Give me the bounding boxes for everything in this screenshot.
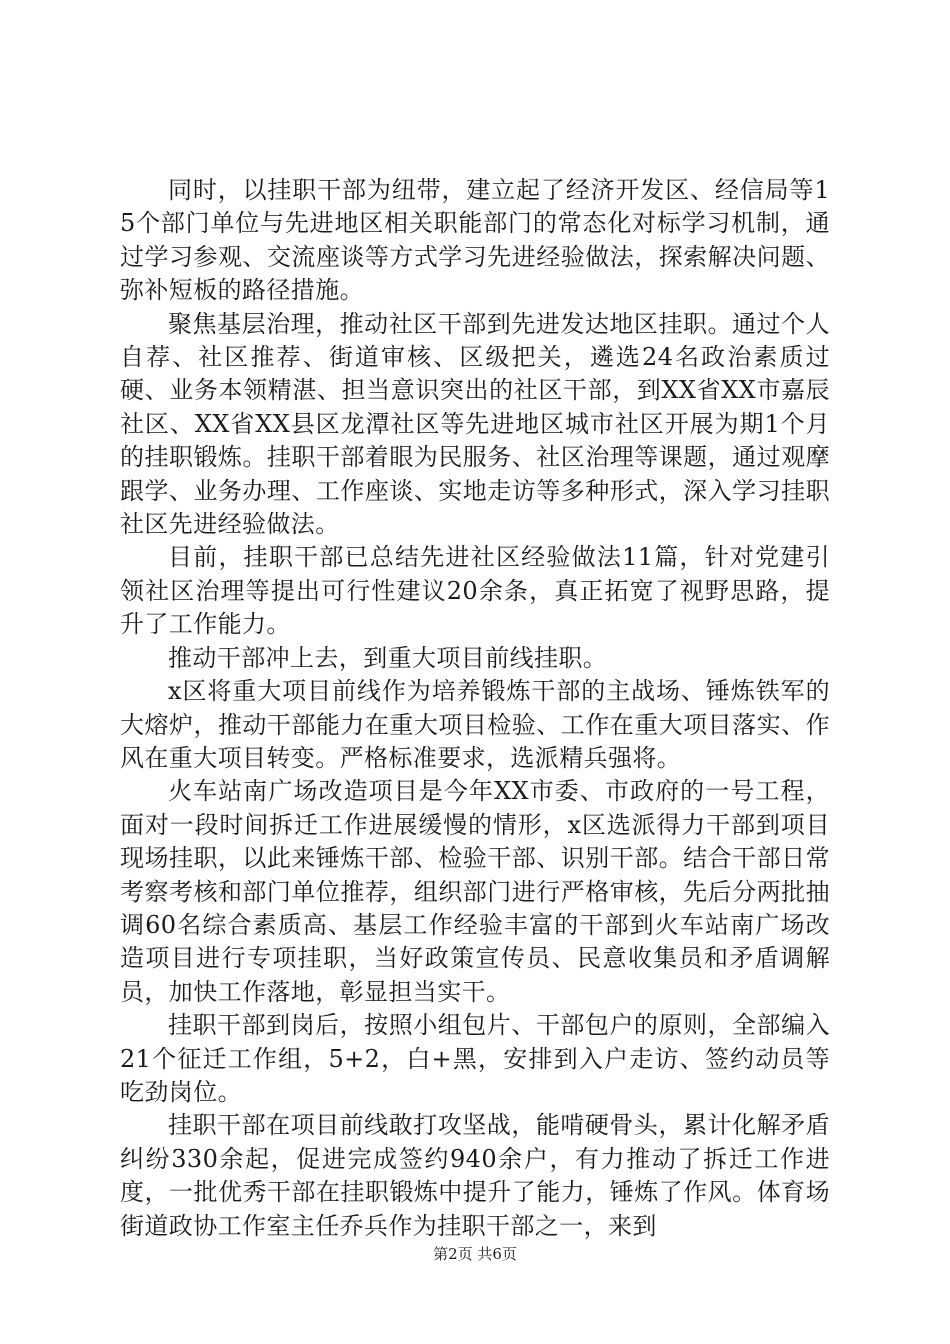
paragraph: 推动干部冲上去，到重大项目前线挂职。 (168, 643, 608, 672)
paragraph: x区将重大项目前线作为培养锻炼干部的主战场、锤炼铁军的大熔炉，推动干部能力在重大项目检验、工作在重大项目落实、作风在重大项目转变。严格标准要求，选派精兵强将。 (120, 677, 830, 772)
paragraph: 聚焦基层治理，推动社区干部到先进发达地区挂职。通过个人自荐、社区推荐、街道审核、区级把关，遴选24名政治素质过硬、业务本领精湛、担当意识突出的社区干部，到XX省XX市嘉辰社区、XX省XX县区龙潭社区等先进地区城市社区开展为期1个月的挂职锻炼。挂职干部着眼为民服务、社区治理等课题，通过观摩跟学、业务办理、工作座谈、实地走访等多种形式，深入学习挂职社区先进经验做法。 (120, 309, 830, 539)
paragraph: 挂职干部到岗后，按照小组包片、干部包户的原则，全部编入21个征迁工作组，5+2，白+黑，安排到入户走访、签约动员等吃劲岗位。 (120, 1011, 830, 1106)
paragraph: 火车站南广场改造项目是今年XX市委、市政府的一号工程，面对一段时间拆迁工作进展缓慢的情形，x区选派得力干部到项目现场挂职，以此来锤炼干部、检验干部、识别干部。结合干部日常考察考核和部门单位推荐，组织部门进行严格审核，先后分两批抽调60名综合素质高、基层工作经验丰富的干部到火车站南广场改造项目进行专项挂职，当好政策宣传员、民意收集员和矛盾调解员，加快工作落地，彰显担当实干。 (120, 777, 830, 1006)
paragraph: 挂职干部在项目前线敢打攻坚战，能啃硬骨头，累计化解矛盾纠纷330余起，促进完成签约940余户，有力推动了拆迁工作进度，一批优秀干部在挂职锻炼中提升了能力，锤炼了作风。体育场街道政协工作室主任乔兵作为挂职干部之一，来到 (120, 1111, 830, 1240)
paragraph: 同时，以挂职干部为纽带，建立起了经济开发区、经信局等15个部门单位与先进地区相关职能部门的常态化对标学习机制，通过学习参观、交流座谈等方式学习先进经验做法，探索解决问题、弥补短板的路径措施。 (120, 176, 830, 305)
page-footer: 第2页 共6页 (433, 1245, 517, 1263)
paragraph: 目前，挂职干部已总结先进社区经验做法11篇，针对党建引领社区治理等提出可行性建议20余条，真正拓宽了视野思路，提升了工作能力。 (120, 543, 830, 639)
document-body (120, 174, 830, 1243)
